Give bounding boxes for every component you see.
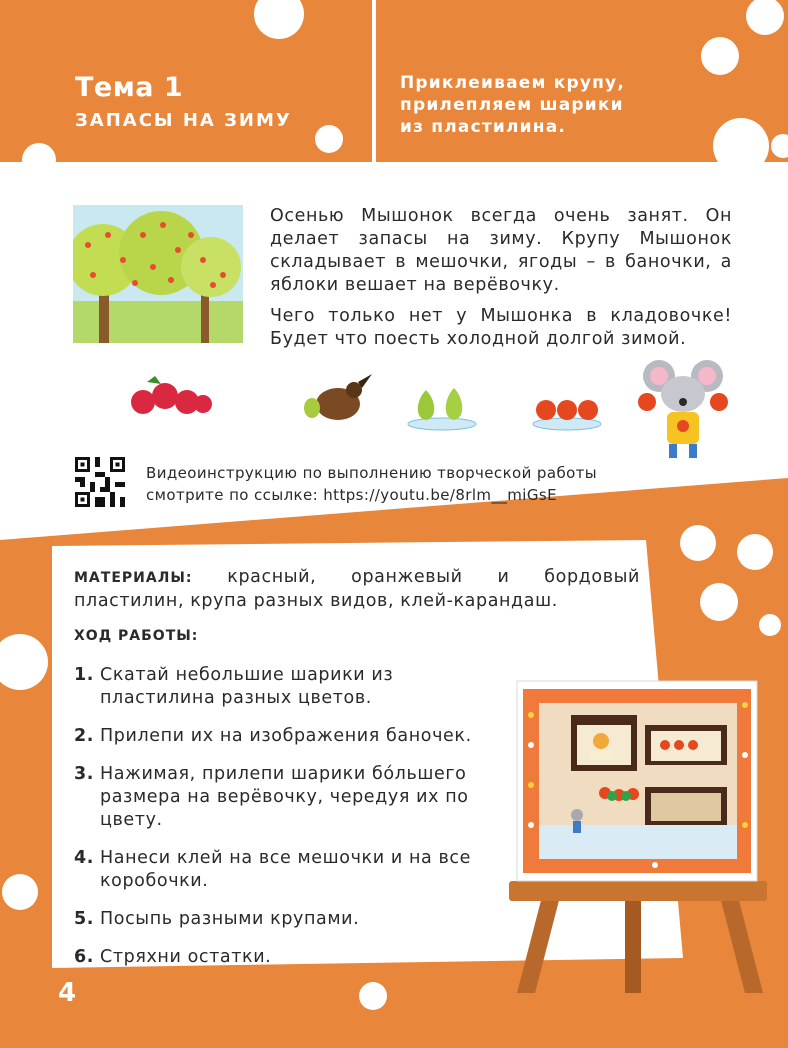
- qr-code-icon: [75, 457, 125, 507]
- process-label: ХОД РАБОТЫ:: [74, 628, 199, 644]
- intro-text: [270, 205, 732, 359]
- step-number: 1.: [74, 665, 95, 685]
- intro-paragraph: Осенью Мышонок всегда очень занят. Он делает запасы на зиму. Крупу Мышонок складывает в мешочки, ягоды – в баночки, а яблоки вешает на верёвочку.: [270, 206, 732, 295]
- materials-block: [74, 566, 640, 613]
- apples-plate-image: [530, 390, 604, 432]
- step-text: Нанеси клей на все мешочки и на все коробочки.: [100, 848, 471, 891]
- video-instruction-line: Видеоинструкцию по выполнению творческой работы: [146, 464, 598, 482]
- page-title: ЗАПАСЫ НА ЗИМУ: [75, 110, 292, 131]
- list-item: [74, 847, 494, 893]
- materials-label: МАТЕРИАЛЫ:: [74, 570, 193, 586]
- step-number: 3.: [74, 764, 95, 784]
- materials-text: красный, оранжевый и бордовый пластилин, крупа разных видов, клей-карандаш.: [74, 567, 640, 611]
- mouse-image: [637, 358, 729, 466]
- step-text: Скатай небольшие шарики из пластилина разных цветов.: [100, 665, 394, 708]
- task-description-line: Приклеиваем крупу,: [400, 73, 625, 93]
- list-item: [74, 725, 494, 748]
- list-item: [74, 908, 494, 931]
- step-text: Прилепи их на изображения баночек.: [100, 726, 472, 746]
- task-description-line: прилепляем шарики: [400, 95, 624, 115]
- step-text: Посыпь разными крупами.: [100, 909, 360, 929]
- bird-image: [296, 368, 376, 440]
- step-number: 6.: [74, 947, 95, 967]
- list-item: [74, 763, 494, 832]
- task-description: [400, 72, 630, 138]
- step-number: 2.: [74, 726, 95, 746]
- page-number: 4: [58, 978, 77, 1008]
- easel-craft-image: [505, 675, 775, 995]
- raspberries-image: [125, 372, 215, 422]
- step-text: Стряхни остатки.: [100, 947, 272, 967]
- steps-list: [74, 664, 494, 984]
- apple-trees-image: [73, 205, 243, 343]
- list-item: [74, 664, 494, 710]
- list-item: [74, 946, 494, 969]
- pears-plate-image: [406, 380, 478, 432]
- topic-label: Тема 1: [75, 72, 184, 103]
- task-description-line: из пластилина.: [400, 117, 567, 137]
- video-link[interactable]: смотрите по ссылке: https://youtu.be/8rlm__miGsE: [146, 486, 557, 504]
- step-number: 4.: [74, 848, 95, 868]
- step-number: 5.: [74, 909, 95, 929]
- video-instruction: [146, 462, 616, 506]
- intro-paragraph: Чего только нет у Мышонка в кладовочке! Будет что поесть холодной долгой зимой.: [270, 306, 732, 349]
- step-text: Нажимая, прилепи шарики бóльшего размера на верёвочку, чередуя их по цвету.: [100, 764, 469, 830]
